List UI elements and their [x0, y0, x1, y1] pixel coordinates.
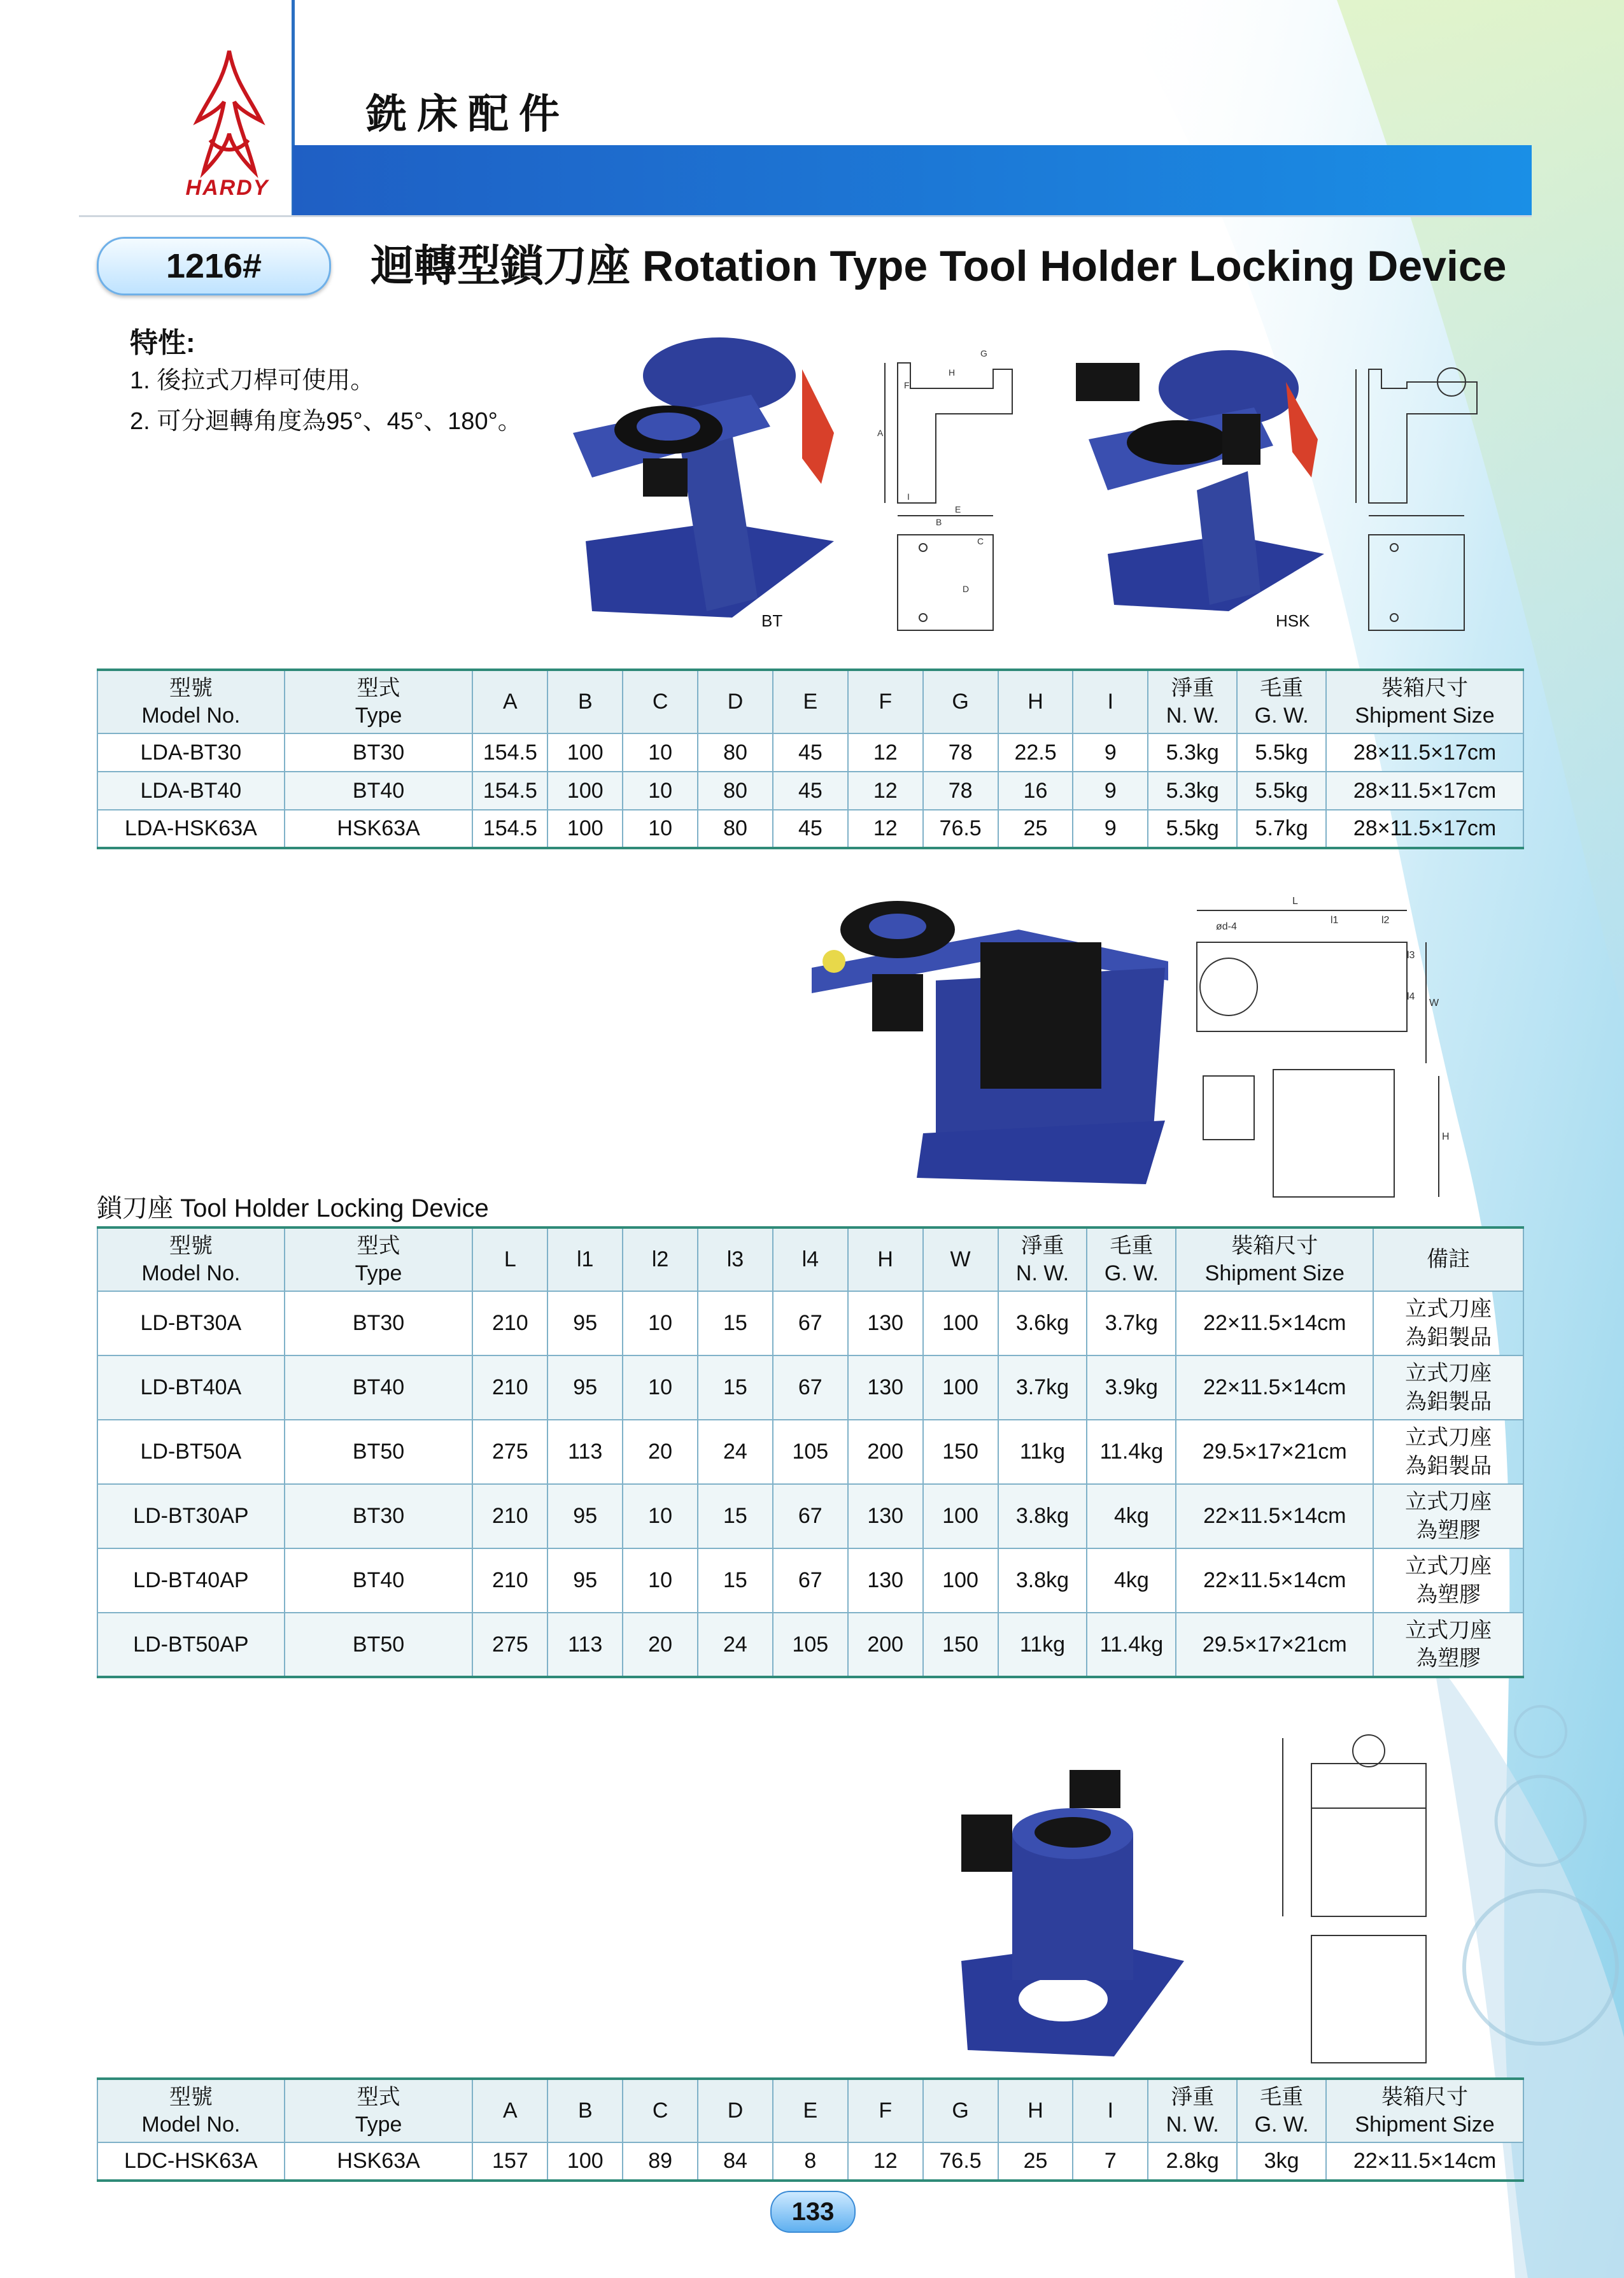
table-cell: 11kg	[998, 1420, 1087, 1484]
table-cell: 10	[623, 1355, 698, 1420]
table-cell: 95	[547, 1355, 623, 1420]
section-title: 鎖刀座 Tool Holder Locking Device	[97, 1194, 489, 1222]
bt-dimension-drawing	[872, 344, 1025, 637]
hsk-caption: HSK	[1276, 611, 1310, 630]
table-cell: 100	[547, 733, 623, 772]
brand-name: HARDY	[185, 176, 269, 200]
bt-caption: BT	[761, 611, 783, 630]
table-cell: 4kg	[1087, 1484, 1176, 1548]
table-cell: 11.4kg	[1087, 1613, 1176, 1677]
table-cell: 76.5	[923, 2142, 998, 2181]
table-cell: BT30	[285, 733, 473, 772]
col-header-model: 型號 Model No.	[97, 670, 285, 733]
table-cell: 45	[773, 733, 848, 772]
dim-label-f: F	[904, 380, 910, 390]
col-header-h: H	[998, 670, 1073, 733]
table-cell: 22×11.5×14cm	[1176, 1291, 1373, 1355]
remarks-cell: 立式刀座 為塑膠	[1373, 1484, 1523, 1548]
table-cell: 9	[1073, 733, 1148, 772]
col-header-gw: 毛重 G. W.	[1087, 1227, 1176, 1291]
col-header-shipment: 裝箱尺寸 Shipment Size	[1326, 670, 1523, 733]
table-cell: 12	[848, 2142, 923, 2181]
table-cell: 8	[773, 2142, 848, 2181]
table-cell: LDA-BT40	[97, 772, 285, 810]
features-heading: 特性:	[130, 327, 195, 358]
table-cell: 9	[1073, 772, 1148, 810]
col-header-nw: 淨重 N. W.	[1148, 2079, 1237, 2142]
table-cell: 24	[698, 1613, 773, 1677]
table-cell: 3.7kg	[998, 1355, 1087, 1420]
table-cell: 210	[472, 1355, 547, 1420]
table-cell: 3.8kg	[998, 1548, 1087, 1613]
table-cell: HSK63A	[285, 2142, 473, 2181]
table-cell: 20	[623, 1420, 698, 1484]
table-header-row	[97, 2079, 1523, 2142]
remarks-cell: 立式刀座 為塑膠	[1373, 1548, 1523, 1613]
col-header-i: I	[1073, 2079, 1148, 2142]
table-cell: 76.5	[923, 810, 998, 848]
table-cell: 11.4kg	[1087, 1420, 1176, 1484]
table-row	[97, 1613, 1523, 1677]
table-cell: 22×11.5×14cm	[1326, 2142, 1523, 2181]
table-cell: 100	[547, 810, 623, 848]
hsk-dimension-drawing	[1343, 344, 1496, 637]
table-cell: 16	[998, 772, 1073, 810]
table-cell: 210	[472, 1291, 547, 1355]
table-cell: 12	[848, 733, 923, 772]
dim-label-b: B	[936, 517, 942, 527]
table-cell: 100	[547, 2142, 623, 2181]
dim-label-d4: ød-4	[1216, 921, 1237, 932]
table-cell: BT50	[285, 1420, 473, 1484]
header-bar	[293, 145, 1532, 215]
table-cell: 100	[923, 1548, 998, 1613]
col-header-shipment: 裝箱尺寸 Shipment Size	[1176, 1227, 1373, 1291]
dim-label-d: D	[963, 584, 970, 594]
feature-item: 2. 可分迴轉角度為95°、45°、180°。	[130, 408, 522, 435]
col-header-l: L	[472, 1227, 547, 1291]
col-header-b: B	[547, 670, 623, 733]
ld-dimension-drawing	[1184, 885, 1451, 1203]
col-header-w: W	[923, 1227, 998, 1291]
table-cell: 2.8kg	[1148, 2142, 1237, 2181]
category-title: 銑床配件	[366, 91, 570, 138]
table-header-row	[97, 670, 1523, 733]
table-cell: HSK63A	[285, 810, 473, 848]
remarks-cell: 立式刀座 為塑膠	[1373, 1613, 1523, 1677]
col-header-type: 型式 Type	[285, 670, 473, 733]
table-cell: 80	[698, 772, 773, 810]
table-cell: 7	[1073, 2142, 1148, 2181]
table-cell: 67	[773, 1484, 848, 1548]
dim-label-h: H	[1442, 1131, 1450, 1142]
ldc-locking-device-image	[955, 1757, 1190, 2063]
table-cell: 25	[998, 2142, 1073, 2181]
table-cell: 210	[472, 1548, 547, 1613]
table-cell: 10	[623, 810, 698, 848]
table-cell: 130	[848, 1484, 923, 1548]
table-cell: 200	[848, 1420, 923, 1484]
table-row	[97, 1420, 1523, 1484]
table-cell: LD-BT50A	[97, 1420, 285, 1484]
table-cell: 67	[773, 1355, 848, 1420]
ldc-dimension-drawing	[1267, 1725, 1458, 2076]
col-header-i: I	[1073, 670, 1148, 733]
dim-label-l1: l1	[1331, 915, 1339, 926]
col-header-a: A	[472, 2079, 547, 2142]
page-number: 133	[770, 2191, 856, 2233]
col-header-model: 型號 Model No.	[97, 1227, 285, 1291]
table-cell: 150	[923, 1613, 998, 1677]
table-cell: 20	[623, 1613, 698, 1677]
table-cell: 15	[698, 1291, 773, 1355]
table-cell: 45	[773, 772, 848, 810]
remarks-cell: 立式刀座 為鋁製品	[1373, 1291, 1523, 1355]
col-header-g: G	[923, 670, 998, 733]
table-cell: LD-BT50AP	[97, 1613, 285, 1677]
table-row	[97, 1355, 1523, 1420]
table-cell: 3.7kg	[1087, 1291, 1176, 1355]
table-cell: 22×11.5×14cm	[1176, 1484, 1373, 1548]
col-header-f: F	[848, 2079, 923, 2142]
table-cell: 80	[698, 733, 773, 772]
rotation-device-spec-table	[97, 669, 1524, 849]
col-header-l4: l4	[773, 1227, 848, 1291]
dim-label-i: I	[907, 492, 910, 502]
dim-label-h: H	[949, 367, 956, 378]
table-cell: LDC-HSK63A	[97, 2142, 285, 2181]
table-cell: 113	[547, 1420, 623, 1484]
product-title: 迴轉型鎖刀座 Rotation Type Tool Holder Locking Device	[371, 242, 1507, 290]
ld-locking-device-image	[808, 891, 1171, 1184]
table-cell: 5.5kg	[1237, 733, 1326, 772]
col-header-f: F	[848, 670, 923, 733]
table-cell: 150	[923, 1420, 998, 1484]
table-cell: 275	[472, 1420, 547, 1484]
table-cell: 154.5	[472, 810, 547, 848]
table-cell: 275	[472, 1613, 547, 1677]
table-cell: 10	[623, 1291, 698, 1355]
table-row	[97, 733, 1523, 772]
table-cell: 157	[472, 2142, 547, 2181]
col-header-c: C	[623, 670, 698, 733]
col-header-a: A	[472, 670, 547, 733]
table-row	[97, 1484, 1523, 1548]
table-row	[97, 810, 1523, 848]
table-cell: 29.5×17×21cm	[1176, 1420, 1373, 1484]
table-cell: 67	[773, 1291, 848, 1355]
dim-label-l3: l3	[1407, 950, 1415, 961]
col-header-l1: l1	[547, 1227, 623, 1291]
table-cell: 95	[547, 1548, 623, 1613]
col-header-c: C	[623, 2079, 698, 2142]
col-header-d: D	[698, 2079, 773, 2142]
table-cell: 22.5	[998, 733, 1073, 772]
table-cell: 10	[623, 733, 698, 772]
table-cell: 200	[848, 1613, 923, 1677]
table-cell: 4kg	[1087, 1548, 1176, 1613]
col-header-d: D	[698, 670, 773, 733]
table-cell: 84	[698, 2142, 773, 2181]
table-row	[97, 772, 1523, 810]
table-cell: BT40	[285, 1548, 473, 1613]
table-cell: 67	[773, 1548, 848, 1613]
table-cell: 24	[698, 1420, 773, 1484]
table-cell: 28×11.5×17cm	[1326, 772, 1523, 810]
col-header-model: 型號 Model No.	[97, 2079, 285, 2142]
col-header-e: E	[773, 670, 848, 733]
table-cell: 210	[472, 1484, 547, 1548]
table-cell: 5.5kg	[1237, 772, 1326, 810]
table-header-row	[97, 1227, 1523, 1291]
table-cell: 25	[998, 810, 1073, 848]
table-cell: 10	[623, 772, 698, 810]
col-header-nw: 淨重 N. W.	[998, 1227, 1087, 1291]
table-cell: 12	[848, 810, 923, 848]
table-cell: LD-BT40A	[97, 1355, 285, 1420]
table-cell: 100	[923, 1484, 998, 1548]
table-row	[97, 1548, 1523, 1613]
table-cell: 9	[1073, 810, 1148, 848]
table-cell: 95	[547, 1291, 623, 1355]
remarks-cell: 立式刀座 為鋁製品	[1373, 1355, 1523, 1420]
dim-label-a: A	[877, 428, 884, 438]
table-cell: 10	[623, 1548, 698, 1613]
dim-label-l: L	[1292, 896, 1298, 907]
table-cell: 3kg	[1237, 2142, 1326, 2181]
table-cell: 5.3kg	[1148, 772, 1237, 810]
table-cell: 5.5kg	[1148, 810, 1237, 848]
col-header-h: H	[998, 2079, 1073, 2142]
table-cell: 5.7kg	[1237, 810, 1326, 848]
table-cell: 11kg	[998, 1613, 1087, 1677]
table-cell: LD-BT40AP	[97, 1548, 285, 1613]
col-header-nw: 淨重 N. W.	[1148, 670, 1237, 733]
table-cell: 100	[923, 1355, 998, 1420]
table-cell: 105	[773, 1420, 848, 1484]
col-header-gw: 毛重 G. W.	[1237, 670, 1326, 733]
col-header-l2: l2	[623, 1227, 698, 1291]
table-cell: 100	[547, 772, 623, 810]
col-header-type: 型式 Type	[285, 2079, 473, 2142]
table-cell: 113	[547, 1613, 623, 1677]
dim-label-e: E	[955, 504, 961, 514]
product-code-badge: 1216#	[97, 237, 331, 295]
dim-label-g: G	[980, 348, 987, 358]
table-cell: 45	[773, 810, 848, 848]
table-cell: 154.5	[472, 772, 547, 810]
table-cell: 15	[698, 1355, 773, 1420]
table-cell: 29.5×17×21cm	[1176, 1613, 1373, 1677]
table-cell: 3.6kg	[998, 1291, 1087, 1355]
table-cell: 12	[848, 772, 923, 810]
dim-label-l2: l2	[1381, 915, 1390, 926]
table-row	[97, 1291, 1523, 1355]
table-cell: LD-BT30A	[97, 1291, 285, 1355]
table-cell: 95	[547, 1484, 623, 1548]
dim-label-l4: l4	[1407, 991, 1415, 1002]
col-header-g: G	[923, 2079, 998, 2142]
table-cell: 154.5	[472, 733, 547, 772]
table-cell: 105	[773, 1613, 848, 1677]
col-header-e: E	[773, 2079, 848, 2142]
table-cell: BT50	[285, 1613, 473, 1677]
table-cell: LDA-BT30	[97, 733, 285, 772]
ldc-spec-table	[97, 2077, 1524, 2182]
header-underline	[79, 215, 1532, 217]
col-header-type: 型式 Type	[285, 1227, 473, 1291]
remarks-cell: 立式刀座 為鋁製品	[1373, 1420, 1523, 1484]
table-cell: 130	[848, 1548, 923, 1613]
table-row	[97, 2142, 1523, 2181]
table-cell: BT40	[285, 1355, 473, 1420]
table-cell: 5.3kg	[1148, 733, 1237, 772]
table-cell: LD-BT30AP	[97, 1484, 285, 1548]
table-cell: 3.8kg	[998, 1484, 1087, 1548]
locking-device-spec-table	[97, 1226, 1524, 1678]
table-cell: 10	[623, 1484, 698, 1548]
table-cell: BT40	[285, 772, 473, 810]
col-header-h: H	[848, 1227, 923, 1291]
table-cell: 78	[923, 772, 998, 810]
table-cell: 22×11.5×14cm	[1176, 1548, 1373, 1613]
hsk-locking-device-image	[1070, 337, 1337, 611]
table-cell: 80	[698, 810, 773, 848]
table-cell: 28×11.5×17cm	[1326, 733, 1523, 772]
table-cell: BT30	[285, 1291, 473, 1355]
feature-item: 1. 後拉式刀桿可使用。	[130, 367, 375, 394]
bt-locking-device-image	[567, 331, 853, 618]
table-cell: 15	[698, 1484, 773, 1548]
dim-label-w: W	[1429, 998, 1439, 1008]
table-cell: 28×11.5×17cm	[1326, 810, 1523, 848]
col-header-l3: l3	[698, 1227, 773, 1291]
table-cell: 22×11.5×14cm	[1176, 1355, 1373, 1420]
table-cell: 3.9kg	[1087, 1355, 1176, 1420]
dim-label-c: C	[977, 536, 984, 546]
table-cell: 130	[848, 1291, 923, 1355]
col-header-shipment: 裝箱尺寸 Shipment Size	[1326, 2079, 1523, 2142]
table-cell: 15	[698, 1548, 773, 1613]
table-cell: 130	[848, 1355, 923, 1420]
table-cell: BT30	[285, 1484, 473, 1548]
table-cell: 89	[623, 2142, 698, 2181]
col-header-b: B	[547, 2079, 623, 2142]
table-cell: LDA-HSK63A	[97, 810, 285, 848]
col-header-remarks: 備註	[1373, 1227, 1523, 1291]
table-cell: 78	[923, 733, 998, 772]
col-header-gw: 毛重 G. W.	[1237, 2079, 1326, 2142]
table-cell: 100	[923, 1291, 998, 1355]
